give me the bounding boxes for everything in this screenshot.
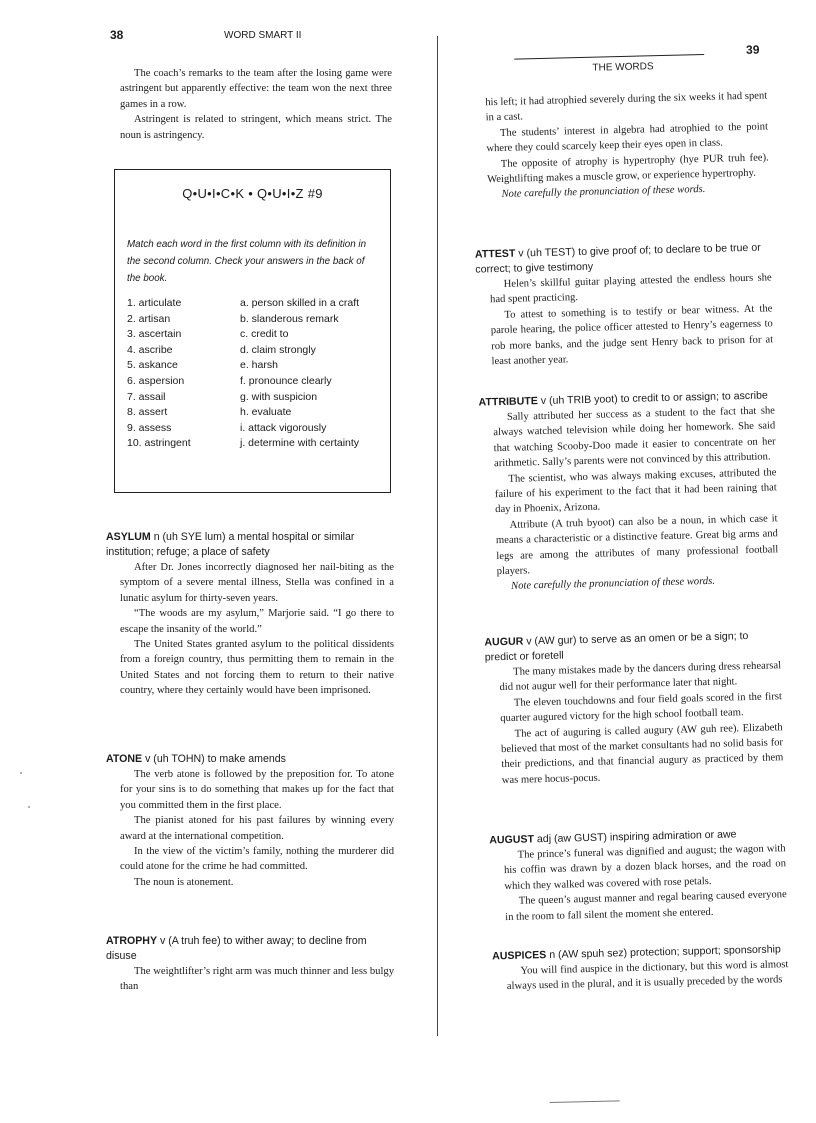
quiz-word: 1. articulate [127,297,182,309]
paragraph: To attest to something is to testify or bear witness. At the parole hearing, the police officer attested to Henry’s eagerness to rob more banks, and the judge sent Henry back to prison for at least another year. [490,303,774,368]
scan-speck [28,806,30,808]
paragraph: Astringent is related to stringent, which means strict. The noun is astringency. [120,114,392,141]
quiz-instructions: Match each word in the first column with its definition in the second column. Check your answers in the back of the book. [127,239,367,284]
quiz-definition-list [240,296,385,452]
quiz-word: 3. ascertain [127,328,182,341]
book-gutter [437,36,438,1036]
paragraph: The scientist, who was always making excuses, attributed the failure of his experiment to the fact that it had been raining that day in Phoenix, Arizona. [494,466,777,516]
headword: AUGUR [484,635,524,649]
quiz-word: 5. askance [127,359,178,372]
scan-speck [20,772,22,774]
quiz-word: 7. assail [127,390,166,403]
intro-block [120,66,392,143]
entry-heading [106,752,394,767]
pronunciation-note: Note carefully the pronunciation of these words. [501,184,706,201]
paragraph: In the view of the victim’s family, nothing the murderer did could atone for the crime he had committed. [120,846,394,873]
atrophy-continuation [485,88,770,203]
entry-atrophy [106,934,394,995]
paragraph: After Dr. Jones incorrectly diagnosed her nail-biting as the symptom of a severe mental illness, Stella was confined in a lunatic asylum for thirty-seven years. [120,562,394,604]
quiz-word: 2. artisan [127,312,171,325]
paragraph: You will find auspice in the dictionary, but this word is almost always used in the plural, and it is usually preceded by the words [506,959,789,993]
entry-attest [475,240,774,370]
running-head: THE WORDS [592,61,654,74]
footer-rule [550,1100,620,1103]
quiz-word: 9. assess [127,421,172,434]
paragraph: his left; it had atrophied severely during the six weeks it had spent in a cast. [485,90,768,124]
definition: n (uh SYE lum) a mental hospital or similar institution; refuge; a place of safety [106,531,355,558]
paragraph: The weightlifter’s right arm was much thinner and less bulgy than [120,966,394,993]
quiz-definition: j. determine with certainty [240,437,360,450]
entry-asylum [106,530,394,699]
quiz-definition: c. credit to [240,328,289,341]
quiz-definition: d. claim strongly [240,343,316,356]
quiz-definition: g. with suspicion [240,390,318,403]
right-page [463,0,789,993]
quiz-word: 6. aspersion [127,374,185,387]
paragraph: Helen’s skillful guitar playing attested the endless hours she had spent practicing. [489,272,772,306]
paragraph: The students’ interest in algebra had atrophied to the point where they could scarcely keep their eyes open in class. [486,121,769,155]
paragraph: The eleven touchdowns and four field goals scored in the first quarter augured victory for the high school football team. [500,691,783,725]
definition: n (AW spuh sez) protection; support; sponsorship [549,943,781,961]
quiz-word-list [127,296,237,452]
quiz-definition: h. evaluate [240,406,292,419]
quiz-definition: f. pronounce clearly [240,374,332,387]
quiz-definition: e. harsh [240,359,278,372]
running-head: WORD SMART II [224,30,302,41]
paragraph: The United States granted asylum to the political dissidents from a foreign country, thus permitting them to remain in the United States and not forcing them to return to their native country, where they certainly would have been imprisoned. [120,639,394,697]
quiz-title: Q•U•I•C•K • Q•U•I•Z #9 [182,186,323,201]
paragraph: The noun is atonement. [134,876,234,888]
paragraph: The prince’s funeral was dignified and august; the wagon with his coffin was drawn by a dozen black horses, and the road on which they walked was covered with rose petals. [503,843,787,892]
paragraph: “The woods are my asylum,” Marjorie said. “I go there to escape the insanity of the world.” [120,608,394,635]
quiz-word: 8. assert [127,406,168,419]
definition: v (uh TEST) to give proof of; to declare to be true or correct; to give testimony [475,241,761,276]
headword: ATROPHY [106,935,158,947]
entry-augur [484,628,784,788]
page-number: 38 [110,28,124,42]
paragraph: Attribute (A truh byoot) can also be a noun, in which case it means a characteristic or a distinctive feature. Great big arms and legs are among the attributes of many professional football players. [495,513,779,578]
definition: v (uh TOHN) to make amends [145,753,286,765]
paragraph: The verb atone is followed by the preposition for. To atone for your sins is to do something that makes up for the fact that you committed them in the first place. [120,769,394,811]
definition: v (A truh fee) to wither away; to decline from disuse [106,935,367,962]
entry-atone [106,752,394,890]
quiz-definition: a. person skilled in a craft [240,297,360,309]
quiz-definition: i. attack vigorously [240,421,327,434]
quiz-word: 4. ascribe [127,343,173,356]
pronunciation-note: Note carefully the pronunciation of these words. [510,576,716,593]
entry-august [489,826,787,925]
definition: v (AW gur) to serve as an omen or be a sign; to predict or foretell [484,630,749,664]
paragraph: Sally attributed her success as a student to the fact that she always watched television while doing her homework. She said that watching Scooby-Doo made it easier to concentrate on her arithmetic. Sally’s parents were not convinced by this attribution. [493,405,776,470]
paragraph: The queen’s august manner and regal bearing caused everyone in the room to fall silent the moment she entered. [505,889,787,923]
headword: ATONE [106,753,143,765]
paragraph: The coach’s remarks to the team after the losing game were astringent but apparently effective: the team won the next three games in a row. [120,68,392,110]
headword: ATTRIBUTE [478,395,538,409]
paragraph: The many mistakes made by the dancers during dress rehearsal did not augur well for their performance later that night. [499,660,782,694]
headword: AUGUST [489,833,535,847]
header-rule [514,54,704,60]
definition: adj (aw GUST) inspiring admiration or awe [536,828,737,846]
headword: ASYLUM [106,531,151,543]
quiz-definition: b. slanderous remark [240,312,339,325]
headword: AUSPICES [491,949,547,963]
entry-attribute [478,388,779,595]
quiz-word: 10. astringent [127,437,191,450]
entry-auspices [492,942,789,995]
headword: ATTEST [474,247,516,261]
entry-heading [106,934,394,964]
paragraph: The opposite of atrophy is hypertrophy (hye PUR truh fee). Weightlifting makes a muscle grow, or experience hypertrophy. [487,152,769,186]
definition: v (uh TRIB yoot) to credit to or assign; to ascribe [540,389,768,408]
page-number: 39 [745,42,760,57]
quick-quiz-box [114,169,391,493]
paragraph: The act of auguring is called augury (AW guh ree). Elizabeth believed that most of the market consultants had no solid basis for their predictions, and that financial augury as practiced by them was mere hocus-pocus. [500,721,784,786]
entry-heading [106,530,394,560]
paragraph: The pianist atoned for his past failures by winning every award at the international competition. [120,815,394,842]
